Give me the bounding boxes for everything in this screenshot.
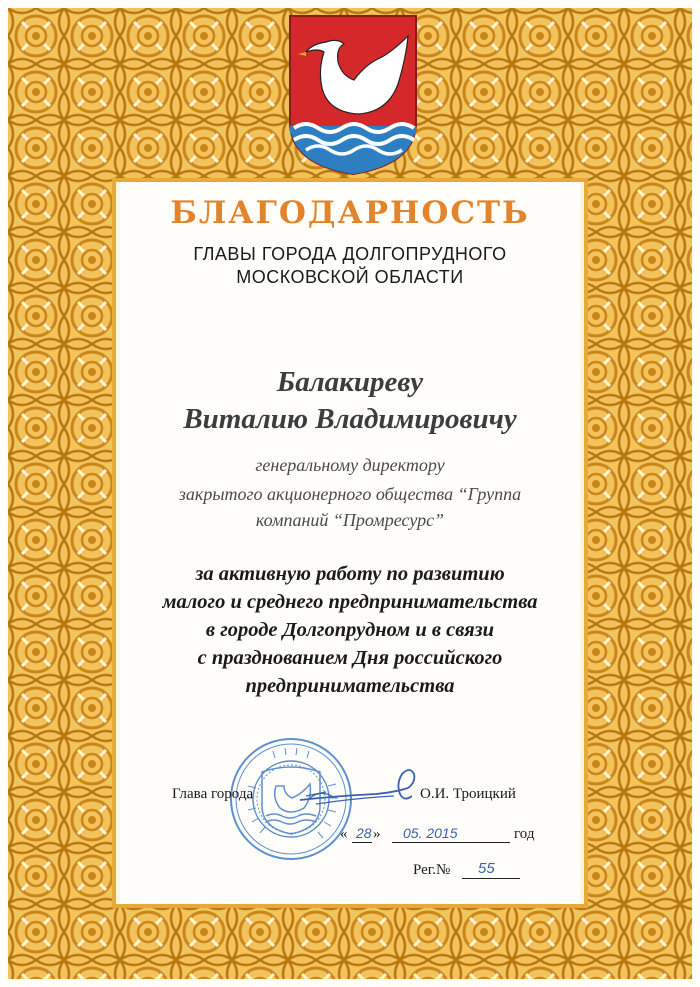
date-month-year-underline — [392, 842, 510, 843]
position-line-2: закрытого акционерного общества “Группа — [178, 484, 522, 504]
reason-line-4: с празднованием Дня российского — [197, 647, 503, 669]
position-line-3: компаний “Промресурс” — [255, 510, 445, 530]
recipient-surname: Балакиреву — [276, 366, 424, 398]
date-day-underline — [352, 842, 372, 843]
header-line-2: МОСКОВСКОЙ ОБЛАСТИ — [236, 267, 464, 287]
reg-number-handwritten: 55 — [478, 860, 495, 877]
date-close-quote: » — [373, 826, 381, 842]
reason-line-5: предпринимательства — [245, 675, 455, 697]
signer-name: О.И. Троицкий — [420, 786, 516, 802]
date-month-year-handwritten: 05. 2015 — [403, 825, 458, 841]
position-line-1: генеральному директору — [255, 455, 445, 475]
reason-line-2: малого и среднего предпринимательства — [162, 591, 538, 613]
header-line-1: ГЛАВЫ ГОРОДА ДОЛГОПРУДНОГО — [193, 244, 507, 264]
date-open-quote: « — [340, 826, 348, 842]
date-day-handwritten: 28 — [356, 825, 372, 841]
signer-role-label: Глава города — [172, 786, 254, 802]
certificate-title: БЛАГОДАРНОСТЬ — [170, 195, 530, 231]
reg-number-label: Рег.№ — [413, 862, 451, 878]
date-year-suffix: год — [514, 826, 535, 842]
reg-number-underline — [462, 878, 520, 879]
reason-line-1: за активную работу по развитию — [195, 563, 505, 585]
reason-line-3: в городе Долгопрудном и в связи — [205, 619, 495, 641]
swan-emblem-icon — [288, 14, 418, 176]
recipient-names: Виталию Владимировичу — [183, 403, 517, 435]
